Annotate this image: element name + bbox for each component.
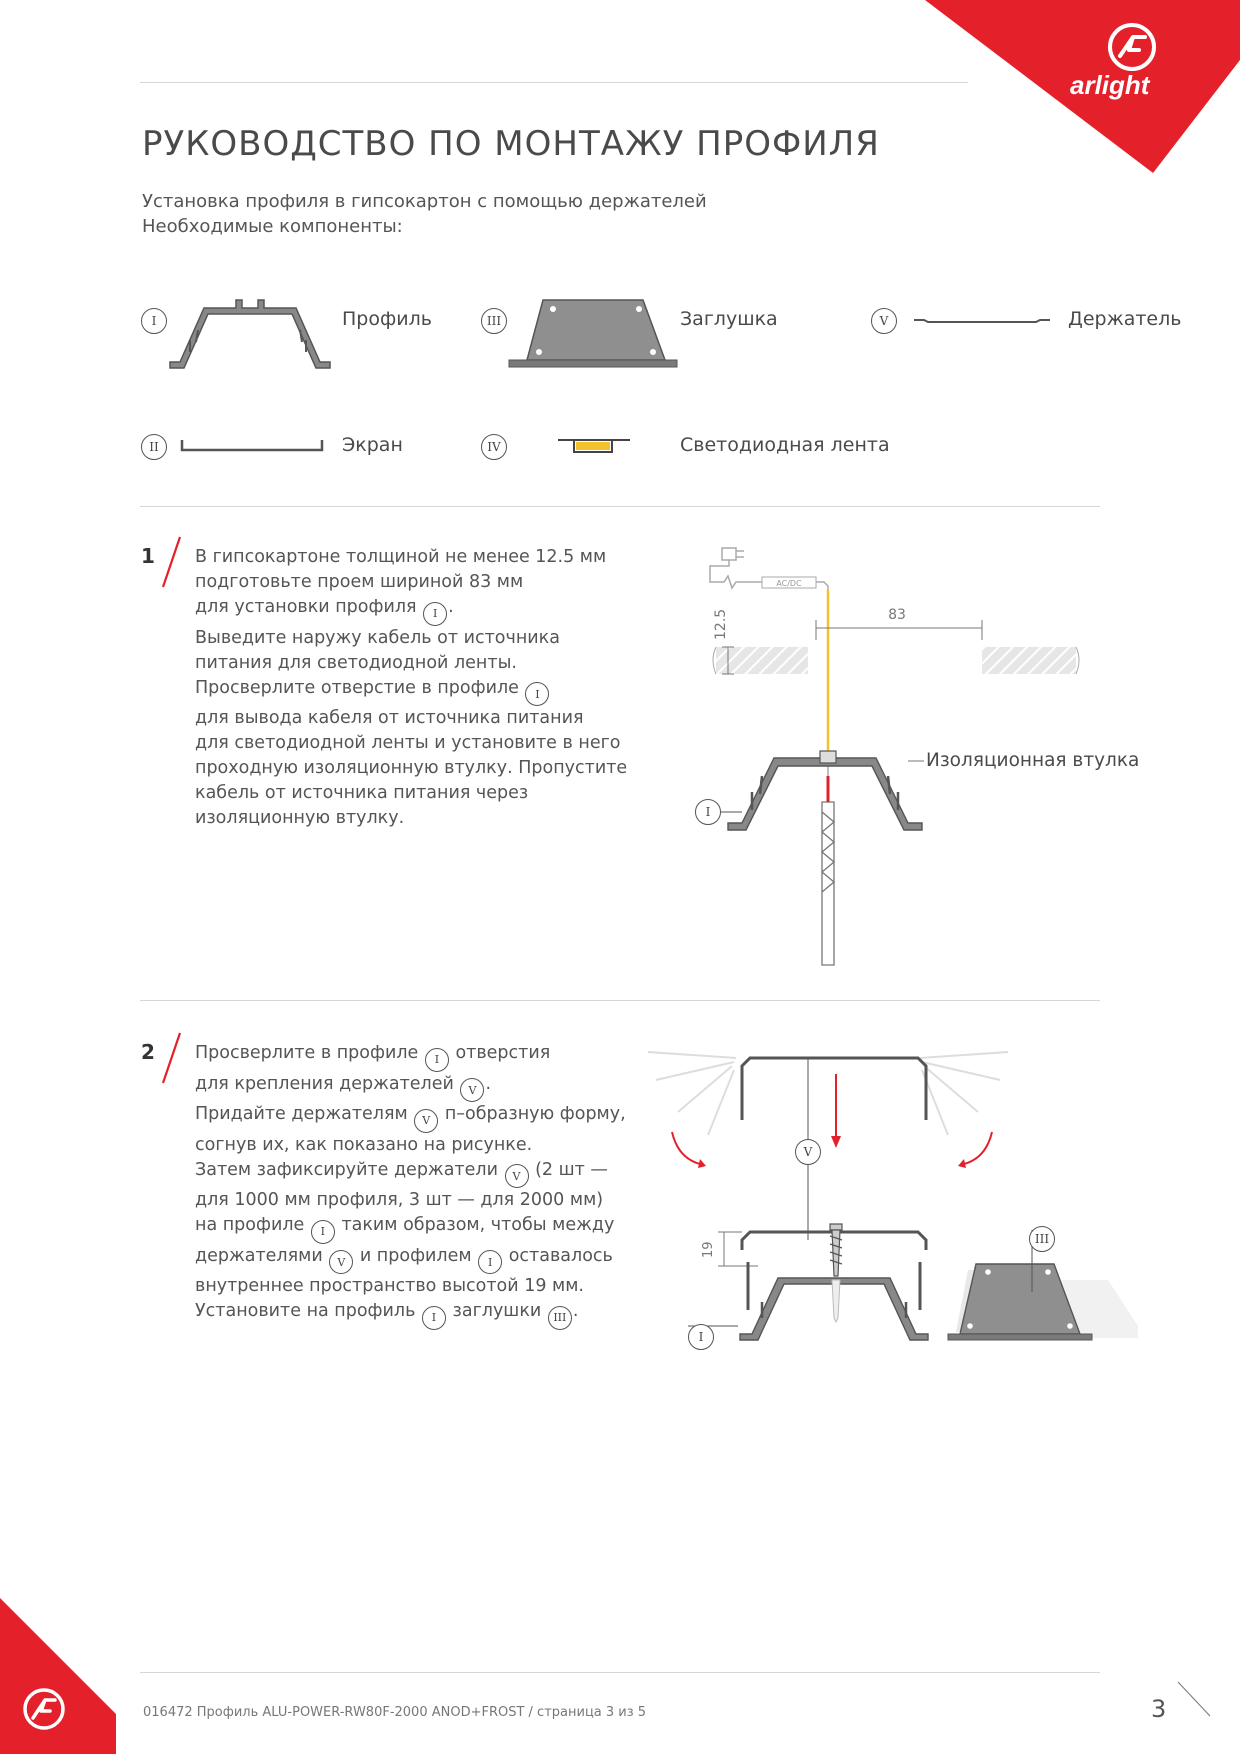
- header-rule: [140, 82, 968, 83]
- page-number: 3: [1151, 1695, 1167, 1723]
- step-slash-icon: [158, 534, 184, 590]
- step-line: внутреннее пространство высотой 19 мм.: [195, 1276, 584, 1296]
- ref-badge: V: [329, 1250, 353, 1274]
- ref-badge: III: [548, 1306, 572, 1330]
- psu-label: AC/DC: [776, 579, 802, 588]
- bushing-label: Изоляционная втулка: [926, 750, 1140, 771]
- brand-name: arlight: [1070, 70, 1150, 100]
- step-line-text: Просверлите отверстие в профиле: [195, 677, 519, 698]
- end-cap-icon: [505, 294, 681, 370]
- step-line: для вывода кабеля от источника питания: [195, 708, 584, 728]
- component-label: Держатель: [1068, 308, 1182, 330]
- step-line-text: таким образом, чтобы между: [341, 1215, 615, 1235]
- section-divider: [140, 506, 1100, 507]
- step-line: [195, 1102, 626, 1133]
- drywall-left: [716, 647, 808, 674]
- step-line: [195, 1158, 626, 1189]
- ref-badge: I: [478, 1250, 502, 1274]
- component-num: I: [141, 308, 167, 334]
- component-label: Профиль: [342, 308, 432, 330]
- step-line-text: на профиле: [195, 1215, 305, 1235]
- ref-badge: I: [311, 1220, 335, 1244]
- diffuser-screen-icon: [176, 436, 328, 456]
- step-line: Установите на профиль I заглушки III .: [195, 1299, 626, 1330]
- thickness-label: 12.5: [713, 608, 729, 640]
- step-line-text: Затем зафиксируйте держатели: [195, 1159, 498, 1180]
- holder-icon: [910, 312, 1054, 332]
- insulation-bushing: [820, 751, 836, 763]
- step-line: для установки профиля I .: [195, 595, 627, 626]
- holder-bend-ghosts: [648, 1052, 1008, 1135]
- diagram-ref-num: I: [695, 799, 721, 825]
- footer-rule: [140, 1672, 1100, 1673]
- ref-badge: V: [505, 1164, 529, 1188]
- step-line: изоляционную втулку.: [195, 808, 405, 828]
- drill-bit-icon: [822, 802, 834, 965]
- section-divider: [140, 1000, 1100, 1001]
- step-2-diagram: [648, 1040, 1188, 1360]
- led-strip-icon: [556, 434, 632, 458]
- power-plug-icon: [710, 548, 828, 830]
- component-label: Экран: [342, 434, 403, 456]
- step-line: [195, 676, 627, 707]
- step-line: В гипсокартоне толщиной не менее 12.5 мм: [195, 547, 607, 567]
- step-line: кабель от источника питания через: [195, 783, 529, 803]
- step-line: подготовьте проем шириной 83 мм: [195, 572, 524, 592]
- diagram-ref-num: III: [1029, 1226, 1055, 1252]
- step-number: 1: [141, 544, 155, 568]
- gap-label: 19: [701, 1241, 716, 1258]
- component-num: V: [871, 308, 897, 334]
- component-num: II: [141, 434, 167, 460]
- step-2-text: [195, 1041, 626, 1330]
- component-num: III: [481, 308, 507, 334]
- screw-icon: [830, 1224, 842, 1276]
- step-line: [195, 1213, 626, 1244]
- step-line-text: для крепления держателей: [195, 1073, 454, 1094]
- brand-corner-bottom: [0, 1590, 120, 1754]
- ref-badge: V: [414, 1109, 438, 1133]
- step-line: для 1000 мм профиля, 3 шт — для 2000 мм): [195, 1190, 604, 1210]
- step-line-text: Просверлите в профиле: [195, 1043, 419, 1063]
- arlight-logo-icon: [1105, 20, 1159, 74]
- component-num: IV: [481, 434, 507, 460]
- step-line-text: держателями: [195, 1245, 323, 1266]
- page-subtitle: Установка профиля в гипсокартон с помощью держателей: [142, 191, 707, 212]
- step-line-text: Придайте держателям: [195, 1104, 408, 1124]
- drywall-right: [982, 647, 1076, 674]
- ref-badge: I: [525, 682, 549, 706]
- step-line-text: и профилем: [359, 1245, 472, 1266]
- diagram-ref-num: V: [795, 1139, 821, 1165]
- footer-text: 016472 Профиль ALU-POWER-RW80F-2000 ANOD+FROST / страница 3 из 5: [143, 1705, 647, 1720]
- page-corner-line: [1176, 1680, 1212, 1720]
- profile-icon: [166, 290, 346, 370]
- step-line-text: п–образную форму,: [444, 1104, 626, 1124]
- step-line: для светодиодной ленты и установите в него: [195, 733, 621, 753]
- step-line: проходную изоляционную втулку. Пропустите: [195, 758, 628, 778]
- end-cap-icon: [948, 1264, 1138, 1340]
- step-line: согнув их, как показано на рисунке.: [195, 1134, 533, 1155]
- page-title: РУКОВОДСТВО ПО МОНТАЖУ ПРОФИЛЯ: [142, 124, 880, 164]
- step-line: для крепления держателей V .: [195, 1072, 626, 1103]
- step-line-text: для установки профиля: [195, 597, 417, 617]
- step-line: [195, 1041, 626, 1072]
- ref-badge: I: [425, 1048, 449, 1072]
- step-line-text: заглушки: [452, 1301, 542, 1321]
- step-1-text: [195, 545, 627, 831]
- step-number: 2: [141, 1040, 155, 1064]
- step-line-text: оставалось: [508, 1245, 613, 1266]
- ref-badge: I: [422, 1306, 446, 1330]
- step-line-text: Установите на профиль: [195, 1301, 416, 1321]
- step-line-text: отверстия: [455, 1043, 551, 1063]
- step-slash-icon: [158, 1030, 184, 1086]
- step-line: [195, 1244, 626, 1275]
- step-line: питания для светодиодной ленты.: [195, 652, 517, 673]
- width-label: 83: [888, 607, 906, 623]
- ref-badge: I: [423, 602, 447, 626]
- ref-badge: V: [460, 1078, 484, 1102]
- diagram-ref-num: I: [688, 1324, 714, 1350]
- step-line-text: (2 шт —: [535, 1159, 608, 1180]
- holder-u-shape: [742, 1058, 926, 1120]
- components-heading: Необходимые компоненты:: [142, 216, 403, 237]
- step-line: Выведите наружу кабель от источника: [195, 627, 560, 648]
- component-label: Светодиодная лента: [680, 434, 890, 456]
- component-label: Заглушка: [680, 308, 778, 330]
